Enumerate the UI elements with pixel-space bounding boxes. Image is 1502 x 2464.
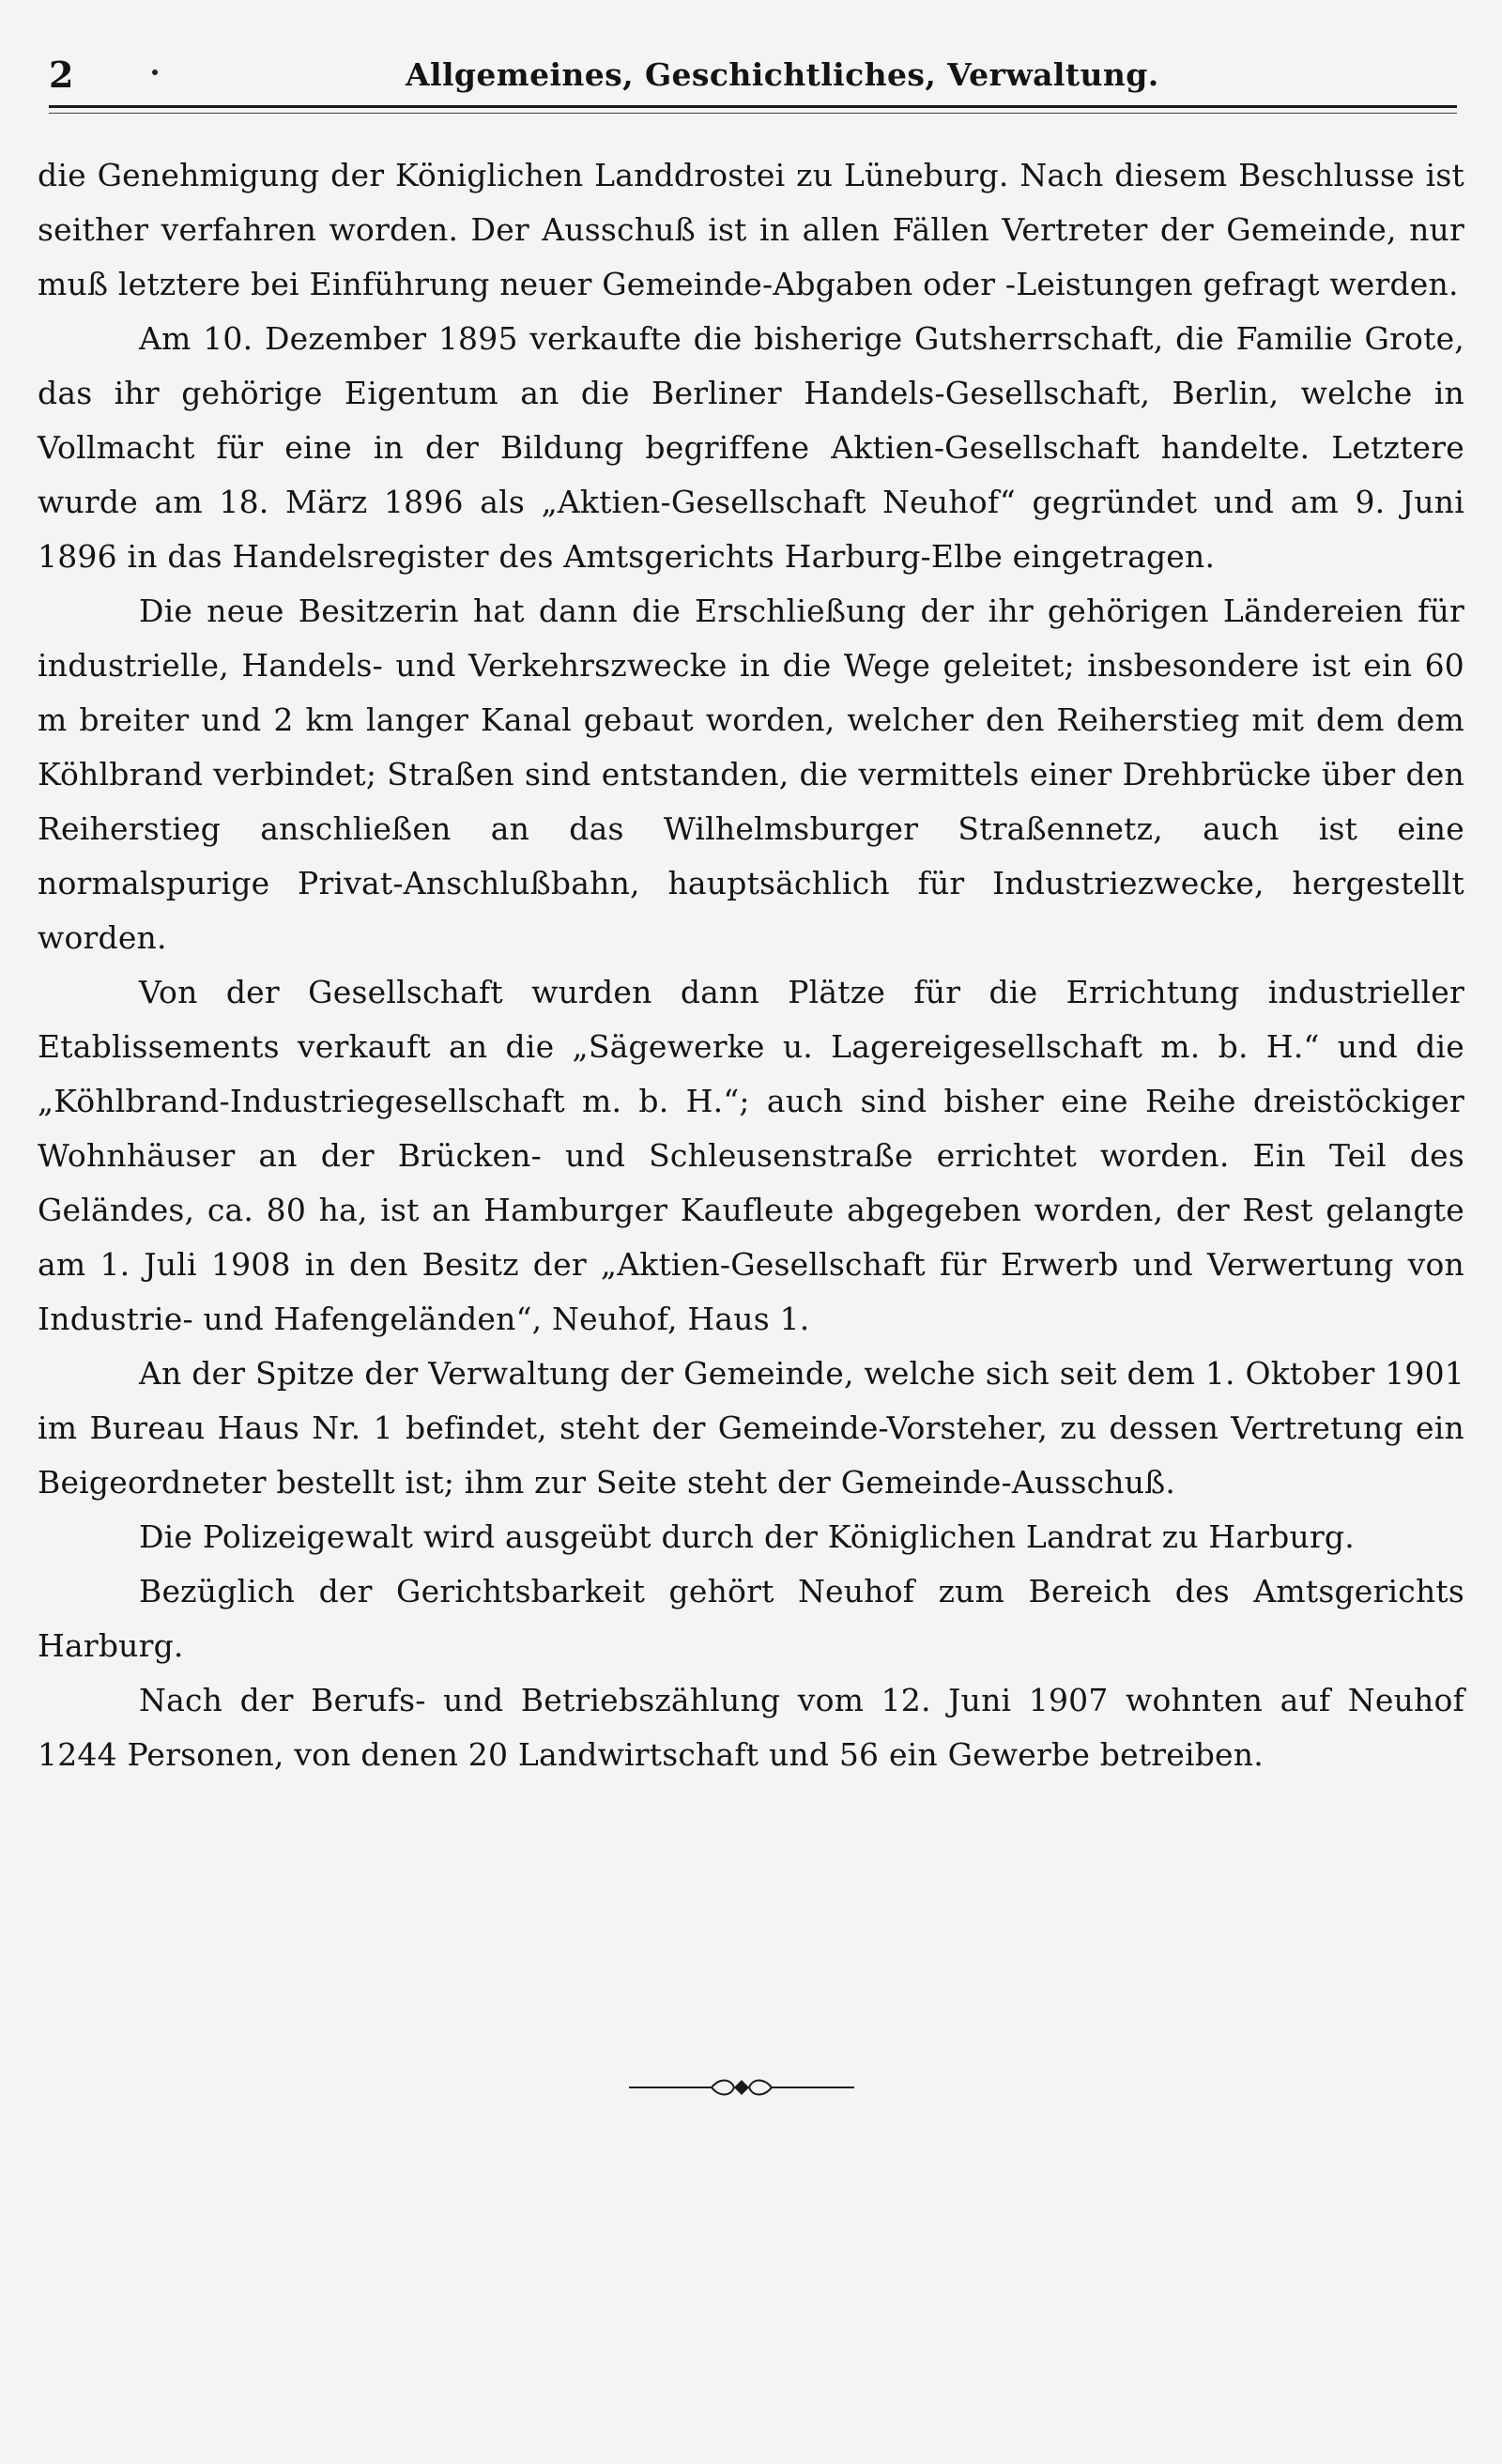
paragraph-4: Von der Gesellschaft wurden dann Plätze für die Errichtung industrieller Etablissements verkauft an die „Sägewerke u. Lagereigesellschaft m. b. H.“ und die „Köhlbrand-Industriegesellschaft m. b. H.“; auch sind bisher eine Reihe dreistöckiger Wohnhäuser an der Brücken- und Schleusenstraße errichtet worden. Ein Teil des Geländes, ca. 80 ha, ist an Hamburger Kaufleute abgegeben worden, der Rest gelangte am 1. Juli 1908 in den Besitz der „Aktien-Gesellschaft für Erwerb und Verwertung von Industrie- und Hafengeländen“, Neuhof, Haus 1. xyxy=(38,974,1464,1337)
paragraph-2: Am 10. Dezember 1895 verkaufte die bisherige Gutsherrschaft, die Familie Grote, das ihr gehörige Eigentum an die Berliner Handels-Gesellschaft, Berlin, welche in Vollmacht für eine in der Bildung begriffene Aktien-Gesellschaft handelte. Letztere wurde am 18. März 1896 als „Aktien-Gesellschaft Neuhof“ gegründet und am 9. Juni 1896 in das Handelsregister des Amtsgerichts Harburg-Elbe eingetragen. xyxy=(38,320,1464,575)
header-dot xyxy=(152,69,158,75)
header-rule-thin xyxy=(49,113,1457,114)
page-number: 2 xyxy=(49,54,74,96)
paragraph-1: die Genehmigung der Königlichen Landdrostei zu Lüneburg. Nach diesem Beschlusse ist seither verfahren worden. Der Ausschuß ist in allen Fällen Vertreter der Gemeinde, nur muß letztere bei Einführung neuer Gemeinde-Abgaben oder -Leistungen gefragt werden. xyxy=(38,157,1464,302)
page-header xyxy=(49,49,1457,101)
end-ornament-icon xyxy=(629,2073,854,2102)
header-rule xyxy=(49,105,1457,108)
body-text xyxy=(38,148,1464,1782)
running-head: Allgemeines, Geschichtliches, Verwaltung. xyxy=(406,56,1159,93)
paragraph-3: Die neue Besitzerin hat dann die Erschließung der ihr gehörigen Ländereien für industrielle, Handels- und Verkehrszwecke in die Wege geleitet; insbesondere ist ein 60 m breiter und 2 km langer Kanal gebaut worden, welcher den Reiherstieg mit dem dem Köhlbrand verbindet; Straßen sind entstanden, die vermittels einer Drehbrücke über den Reiherstieg anschließen an das Wilhelmsburger Straßennetz, auch ist eine normalspurige Privat-Anschlußbahn, hauptsächlich für Industriezwecke, hergestellt worden. xyxy=(38,593,1464,956)
paragraph-5: An der Spitze der Verwaltung der Gemeinde, welche sich seit dem 1. Oktober 1901 im Bureau Haus Nr. 1 befindet, steht der Gemeinde-Vorsteher, zu dessen Vertretung ein Beigeordneter bestellt ist; ihm zur Seite steht der Gemeinde-Ausschuß. xyxy=(38,1355,1464,1501)
paragraph-6: Die Polizeigewalt wird ausgeübt durch der Königlichen Landrat zu Harburg. xyxy=(139,1518,1355,1555)
paragraph-7: Bezüglich der Gerichtsbarkeit gehört Neuhof zum Bereich des Amtsgerichts Harburg. xyxy=(38,1573,1464,1664)
paragraph-8: Nach der Berufs- und Betriebszählung vom 12. Juni 1907 wohnten auf Neuhof 1244 Personen, von denen 20 Landwirtschaft und 56 ein Gewerbe betreiben. xyxy=(38,1682,1464,1773)
